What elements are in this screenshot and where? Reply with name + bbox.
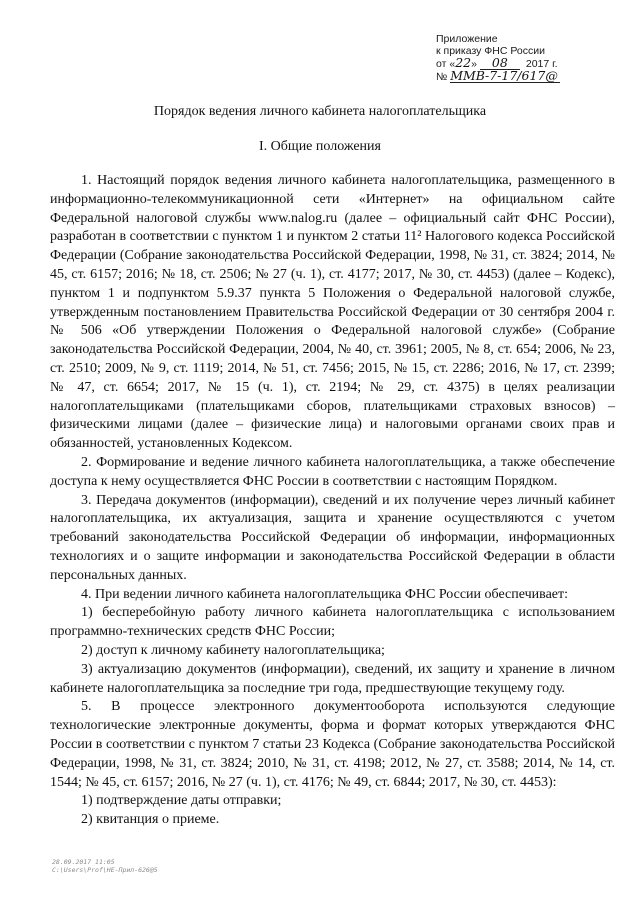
annex-date-year: 2017 г.	[525, 58, 558, 70]
paragraph-1: 1. Настоящий порядок ведения личного кабинета налогоплательщика, размещенного в информационно-телекоммуникационной сети «Интернет» на официальном сайте Федеральной налоговой службы www.nalog.ru (далее – официальный сайт ФНС России), разработан в соответствии с пунктом 1 и пунктом 2 статьи 11² Налогового кодекса Российской Федерации (Собрание законодательства Российской Федерации, 1998, № 31, ст. 3824; 2014, № 45, ст. 6157; 2016; № 18, ст. 2506; № 27 (ч. 1), ст. 4177; 2017, № 30, ст. 4453) (далее – Кодекс), пунктом 1 и подпунктом 5.9.37 пункта 5 Положения о Федеральной налоговой службе, утвержденным постановлением Правительства Российской Федерации от 30 сентября 2004 г. № 506 «Об утверждении Положения о Федеральной налоговой службе» (Собрание законодательства Российской Федерации, 2004, № 40, ст. 3961; 2005, № 8, ст. 654; 2006, № 23, ст. 2510; 2009, № 9, ст. 1119; 2014, № 51, ст. 7456; 2015, № 15, ст. 2286; 2016, № 17, ст. 2399; № 47, ст. 6654; 2017, № 15 (ч. 1), ст. 2194; № 29, ст. 4375) в целях реализации налогоплательщиками (плательщиками сборов, плательщиками страховых взносов) – физическими лицами (далее – физические лица) и налоговыми органами своих прав и обязанностей, установленных Кодексом.	[50, 173, 615, 452]
list-item-4-1: 1) бесперебойную работу личного кабинета налогоплательщика с использованием программно-технических средств ФНС России;	[50, 605, 615, 640]
paragraph-5: 5. В процессе электронного документооборота используются следующие технологические электронные документы, форма и формат которых утверждаются ФНС России в соответствии с пунктом 7 статьи 23 Кодекса (Собрание законодательства Российской Федерации, 1998, № 31, ст. 3824; 2010, № 31, ст. 4198; 2012, № 27, ст. 3588; 2014, № 14, ст. 1544; № 45, ст. 6157; 2016, № 27 (ч. 1), ст. 4176; № 49, ст. 6844; 2017, № 30, ст. 4453):	[50, 699, 615, 790]
annex-date-month: 08	[480, 57, 520, 70]
annex-label: Приложение	[436, 33, 498, 45]
footer-timestamp: 28.09.2017 11:05	[52, 858, 115, 866]
footer-stamp	[52, 858, 158, 874]
paragraph-3: 3. Передача документов (информации), сведений и их получение через личный кабинет налогоплательщика, их актуализация, защита и хранение осуществляются с учетом требований законодательства Российской Федерации об информации, информационных технологиях и о защите информации и законодательства Российской Федерации в области персональных данных.	[50, 492, 615, 583]
list-item-5-2: 2) квитанция о приеме.	[81, 812, 220, 828]
list-item-5-1: 1) подтверждение даты отправки;	[81, 793, 282, 809]
document-body	[50, 172, 615, 830]
annex-number-value: ММВ-7-17/617@	[450, 70, 560, 83]
footer-filename: C:\Users\Prof\НЕ-Прил-626@5	[52, 866, 158, 874]
paragraph-4: 4. При ведении личного кабинета налогоплательщика ФНС России обеспечивает:	[81, 586, 568, 602]
annex-number-prefix: №	[436, 71, 448, 83]
annex-block	[436, 33, 636, 83]
annex-order: к приказу ФНС России	[436, 45, 545, 57]
section-title: I. Общие положения	[259, 139, 381, 154]
annex-date: от «22» 08 2017 г.	[436, 55, 558, 70]
document-title: Порядок ведения личного кабинета налогоплательщика	[153, 104, 487, 119]
annex-date-day: 22	[455, 55, 472, 70]
paragraph-2: 2. Формирование и ведение личного кабинета налогоплательщика, а также обеспечение доступа к нему осуществляется ФНС России в соответствии с настоящим Порядком.	[50, 454, 615, 489]
annex-number	[436, 70, 636, 83]
annex-date-prefix: от «	[436, 58, 456, 70]
list-item-4-3: 3) актуализацию документов (информации), сведений, их защиту и хранение в личном кабинете налогоплательщика за последние три года, предшествующие текущему году.	[50, 661, 615, 696]
list-item-4-2: 2) доступ к личному кабинету налогоплательщика;	[81, 642, 385, 658]
